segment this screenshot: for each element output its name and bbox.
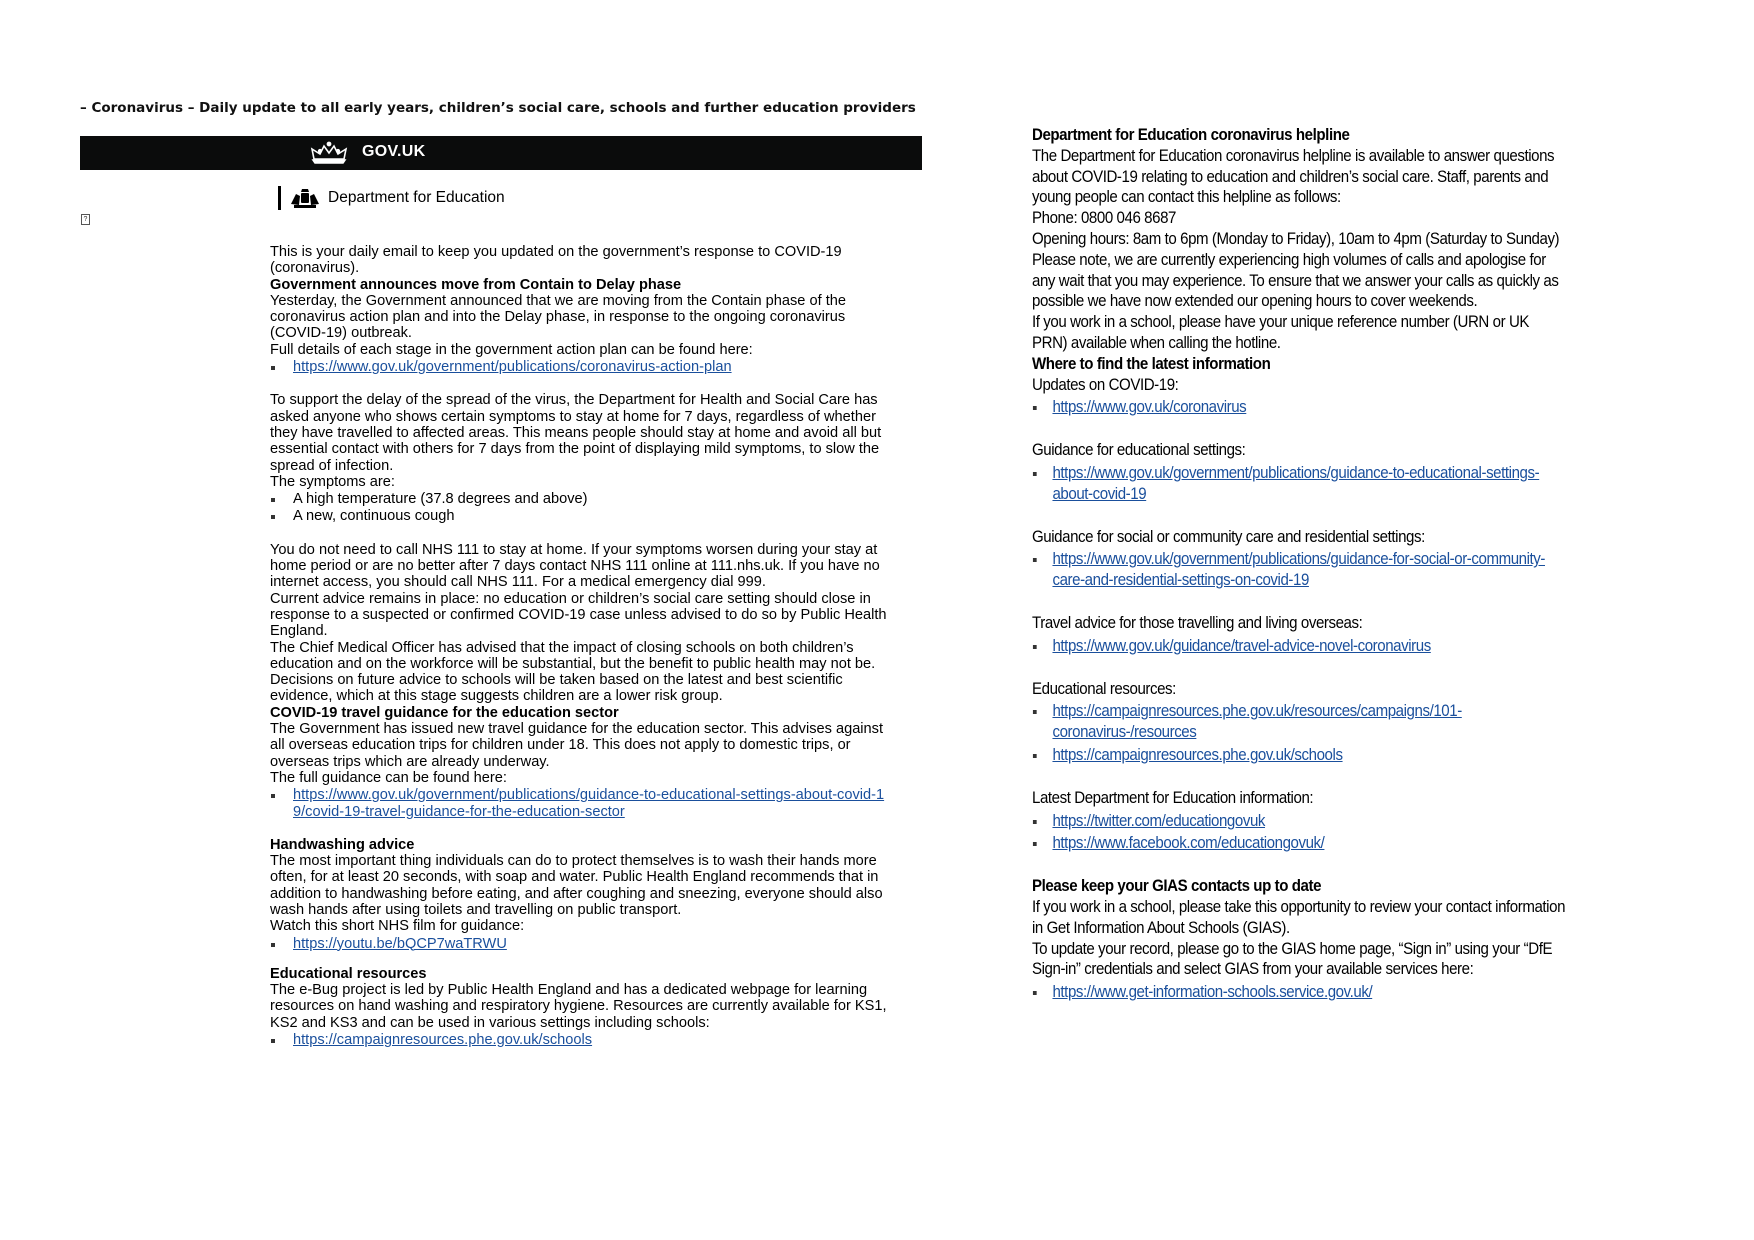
link-list xyxy=(270,1032,890,1048)
gov-uk-header-bar xyxy=(80,136,922,170)
twitter-link[interactable]: https://twitter.com/educationgovuk xyxy=(1052,811,1266,830)
paragraph: If you work in a school, please take this opportunity to review your contact information in Get Information About Schools (GIAS). xyxy=(1032,897,1566,937)
phe-schools-link[interactable]: https://campaignresources.phe.gov.uk/schools xyxy=(1052,745,1343,764)
helpline-hours: Opening hours: 8am to 6pm (Monday to Friday), 10am to 4pm (Saturday to Sunday) xyxy=(1032,229,1560,248)
paragraph: The Government has issued new travel guidance for the education sector. This advises against all overseas education trips for children under 18. This does not apply to domestic trips, or overseas trips which are already underway. xyxy=(270,721,884,770)
educational-guidance-link[interactable]: https://www.gov.uk/government/publications/guidance-to-educational-settings-about-covid-19 xyxy=(1052,463,1540,503)
paragraph: Yesterday, the Government announced that we are moving from the Contain phase of the coronavirus action plan and into the Delay phase, in response to the ongoing coronavirus (COVID-19) outbreak. xyxy=(270,292,846,342)
paragraph: To support the delay of the spread of the virus, the Department for Health and Social Care has asked anyone who shows certain symptoms to stay at home for 7 days, regardless of whether they have travelled to affected areas. This means people should stay at home and avoid all but essential contact with others for 7 days from the point of displaying mild symptoms, to slow the spread of infection. xyxy=(270,392,882,474)
department-rule xyxy=(278,186,281,210)
paragraph: The e-Bug project is led by Public Health England and has a dedicated webpage for learning resources on hand washing and respiratory hygiene. Resources are currently available for KS1, KS2 and KS3 and can be used in various settings including schools: xyxy=(270,982,887,1031)
paragraph: The full guidance can be found here: xyxy=(270,769,507,786)
list-item xyxy=(1032,463,1567,505)
department-name: Department for Education xyxy=(328,189,505,206)
intro-text: This is your daily email to keep you updated on the government’s response to COVID-19 (coronavirus). xyxy=(270,244,842,277)
list-item xyxy=(1032,549,1567,591)
link-label: Guidance for educational settings: xyxy=(1032,441,1246,460)
list-item xyxy=(1032,701,1567,743)
link-list xyxy=(1032,811,1567,855)
section-heading: Department for Education coronavirus helpline xyxy=(1032,126,1350,144)
travel-guidance-link[interactable]: https://www.gov.uk/government/publications/guidance-to-educational-settings-about-covid-19/covid-19-travel-guidance-for-the-education-sector xyxy=(293,787,885,820)
symptoms-list xyxy=(270,491,890,525)
link-list xyxy=(270,787,890,820)
list-item xyxy=(270,359,890,375)
list-item xyxy=(270,787,890,820)
list-item xyxy=(270,1032,890,1048)
list-item xyxy=(1032,745,1567,766)
action-plan-link[interactable]: https://www.gov.uk/government/publications/coronavirus-action-plan xyxy=(293,359,732,376)
travel-advice-link[interactable]: https://www.gov.uk/guidance/travel-advice-novel-coronavirus xyxy=(1052,636,1431,655)
link-label: Travel advice for those travelling and living overseas: xyxy=(1032,613,1363,632)
list-item xyxy=(1032,397,1567,418)
gov-uk-title: GOV.UK xyxy=(362,143,426,160)
section-heading: Where to find the latest information xyxy=(1032,354,1271,373)
department-logo xyxy=(278,186,505,210)
link-list xyxy=(1032,463,1567,505)
link-list xyxy=(1032,982,1567,1003)
paragraph: The symptoms are: xyxy=(270,473,395,490)
nhs-film-link[interactable]: https://youtu.be/bQCP7waTRWU xyxy=(293,935,507,952)
list-item xyxy=(1032,982,1567,1003)
link-label: Educational resources: xyxy=(1032,679,1176,698)
paragraph: Current advice remains in place: no education or children’s social care setting should close in response to a suspected or confirmed COVID-19 case unless advised to do so by Public Health England. xyxy=(270,590,887,640)
ebug-resources-link[interactable]: https://campaignresources.phe.gov.uk/schools xyxy=(293,1032,593,1049)
list-item xyxy=(1032,833,1567,854)
link-list xyxy=(1032,636,1567,657)
section-heading: Handwashing advice xyxy=(270,836,415,853)
link-list xyxy=(270,359,890,375)
list-item xyxy=(270,936,890,952)
link-list xyxy=(1032,701,1567,765)
paragraph: The Chief Medical Officer has advised that the impact of closing schools on both children’s education and on the workforce will be substantial, but the benefit to public health may not be. Decisions on future advice to schools will be taken based on the latest and best scientific evidence, which at this stage suggests children are a lower risk group. xyxy=(270,639,876,705)
link-label: Latest Department for Education information: xyxy=(1032,788,1314,807)
paragraph: The Department for Education coronavirus helpline is available to answer questions about COVID-19 relating to education and children’s social care. Staff, parents and young people can contact this helpline as follows: xyxy=(1032,146,1555,207)
link-list xyxy=(1032,397,1567,418)
right-column xyxy=(1032,125,1567,1003)
paragraph: Watch this short NHS film for guidance: xyxy=(270,918,525,935)
social-care-guidance-link[interactable]: https://www.gov.uk/government/publications/guidance-for-social-or-community-care-and-residential-settings-on-covid-19 xyxy=(1052,550,1545,590)
paragraph: Please note, we are currently experiencing high volumes of calls and apologise for any wait that you may experience. To ensure that we answer your calls as quickly as possible we have now extended our opening hours to cover weekends. xyxy=(1032,250,1559,311)
list-item xyxy=(1032,811,1567,832)
paragraph: You do not need to call NHS 111 to stay at home. If your symptoms worsen during your stay at home period or are no better after 7 days contact NHS 111 online at 111.nhs.uk. If you have no internet access, you should call NHS 111. For a medical emergency dial 999. xyxy=(270,541,880,591)
section-heading: COVID-19 travel guidance for the education sector xyxy=(270,704,619,721)
link-list xyxy=(270,936,890,952)
helpline-phone: Phone: 0800 046 8687 xyxy=(1032,209,1176,228)
coronavirus-updates-link[interactable]: https://www.gov.uk/coronavirus xyxy=(1052,398,1247,417)
section-heading: Government announces move from Contain to Delay phase xyxy=(270,276,682,293)
paragraph: To update your record, please go to the GIAS home page, “Sign in” using your “DfE Sign-in” credentials and select GIAS from your available services here: xyxy=(1032,939,1553,979)
gias-link[interactable]: https://www.get-information-schools.service.gov.uk/ xyxy=(1052,983,1373,1002)
crown-icon xyxy=(309,141,349,165)
list-item: A high temperature (37.8 degrees and above) xyxy=(270,491,890,507)
paragraph: If you work in a school, please have your unique reference number (URN or UK PRN) available when calling the hotline. xyxy=(1032,313,1530,352)
phe-campaign-resources-link[interactable]: https://campaignresources.phe.gov.uk/resources/campaigns/101-coronavirus-/resources xyxy=(1052,702,1462,742)
facebook-link[interactable]: https://www.facebook.com/educationgovuk/ xyxy=(1052,834,1325,853)
running-header: – Coronavirus – Daily update to all early years, children’s social care, schools and further education providers xyxy=(80,100,916,116)
link-list xyxy=(1032,549,1567,591)
section-heading: Please keep your GIAS contacts up to date xyxy=(1032,877,1322,896)
paragraph: The most important thing individuals can do to protect themselves is to wash their hands more often, for at least 20 seconds, with soap and water. Public Health England recommends that in addition to handwashing before eating, and after coughing and sneezing, everyone should also wash hands after using toilets and travelling on public transport. xyxy=(270,853,883,918)
link-label: Updates on COVID-19: xyxy=(1032,375,1179,394)
list-item xyxy=(1032,636,1567,657)
link-label: Guidance for social or community care and residential settings: xyxy=(1032,527,1425,546)
paragraph: Full details of each stage in the government action plan can be found here: xyxy=(270,341,753,358)
royal-crest-icon xyxy=(288,186,322,210)
section-heading: Educational resources xyxy=(270,965,427,982)
list-item: A new, continuous cough xyxy=(270,508,890,524)
broken-image-icon: ? xyxy=(81,214,90,225)
left-column xyxy=(270,244,890,1048)
